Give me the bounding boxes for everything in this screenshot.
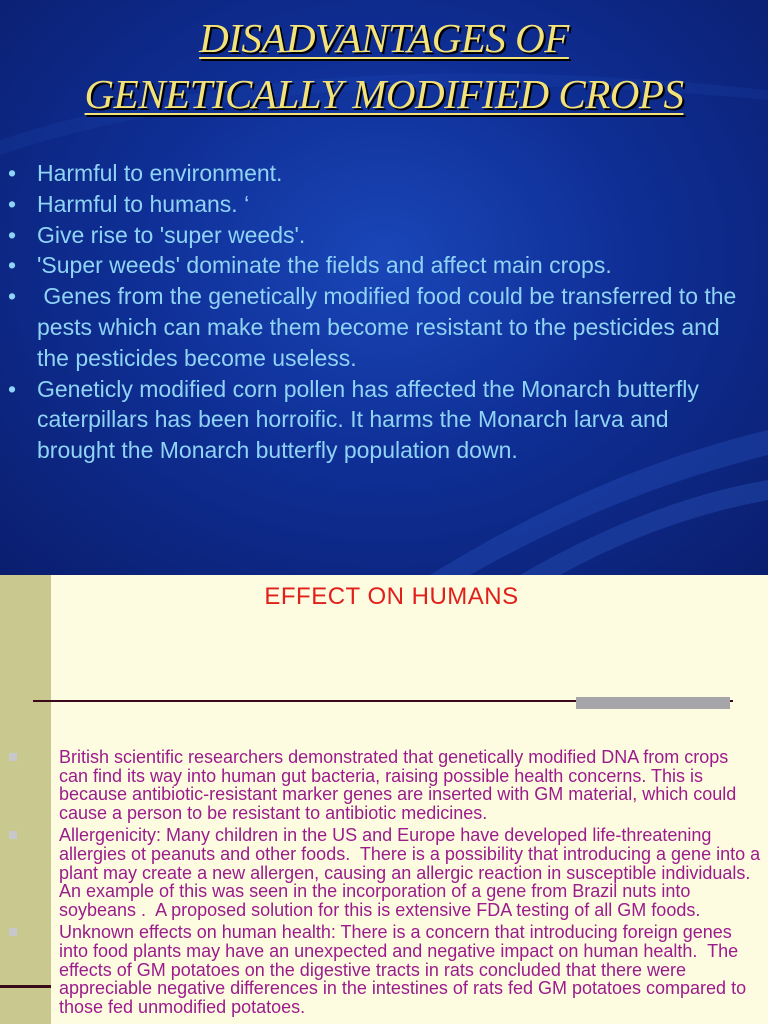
- bullet-dot: •: [8, 190, 17, 217]
- disadvantages-list: [0, 158, 768, 466]
- bullet-dot: •: [8, 160, 17, 186]
- square-bullet-icon: [9, 831, 17, 839]
- list-item: • Geneticly modified corn pollen has affected the Monarch butterfly caterpillars has been horroific. It harms the Monarch larva and brought the Monarch butterfly population down.: [8, 375, 699, 464]
- bullet-dot: •: [8, 375, 17, 402]
- list-item: • Harmful to humans. ‘: [0, 189, 768, 220]
- effects-list: [0, 748, 768, 1016]
- square-bullet-icon: [9, 928, 17, 936]
- list-item: • Give rise to 'super weeds'.: [0, 220, 768, 251]
- slide-heading: EFFECT ON HUMANS: [264, 583, 519, 610]
- bullet-dot: •: [8, 252, 17, 279]
- slide-title: [0, 10, 768, 122]
- list-item: British scientific researchers demonstrated that genetically modified DNA from crops can find its way into human gut bacteria, raising possible health concerns. This is because antibiotic-resistant marker genes are inserted with GM material, which could cause a person to be resistant to antibiotic medicines.: [0, 748, 768, 822]
- list-item: • Harmful to environment.: [0, 158, 768, 189]
- square-bullet-icon: [9, 753, 17, 761]
- divider-accent-bar: [576, 697, 730, 709]
- title-line-1: DISADVANTAGES OF: [199, 15, 569, 61]
- list-item: • Genes from the genetically modified food could be transferred to the pests which can make them become resistant to the pesticides and the pesticides become useless.: [8, 283, 743, 371]
- list-item: Allergenicity: Many children in the US and Europe have developed life-threatening allergies ot peanuts and other foods. There is a possibility that introducing a gene into a plant may create a new allergen, causing an allergic reaction in susceptible individuals. An example of this was seen in the incorporation of a gene from Brazil nuts into soybeans . A proposed solution for this is extensive FDA testing of all GM foods.: [0, 826, 768, 919]
- title-line-2: GENETICALLY MODIFIED CROPS: [84, 71, 684, 117]
- slide-effect-on-humans: [0, 575, 768, 1024]
- bullet-dot: •: [8, 221, 17, 248]
- list-item: Unknown effects on human health: There is a concern that introducing foreign genes into food plants may have an unexpected and negative impact on human health. The effects of GM potatoes on the digestive tracts in rats concluded that there were appreciable negative differences in the intestines of rats fed GM potatoes compared to those fed unmodified potatoes.: [0, 923, 768, 1016]
- bullet-dot: •: [8, 283, 17, 310]
- list-item: • 'Super weeds' dominate the fields and affect main crops.: [0, 250, 768, 281]
